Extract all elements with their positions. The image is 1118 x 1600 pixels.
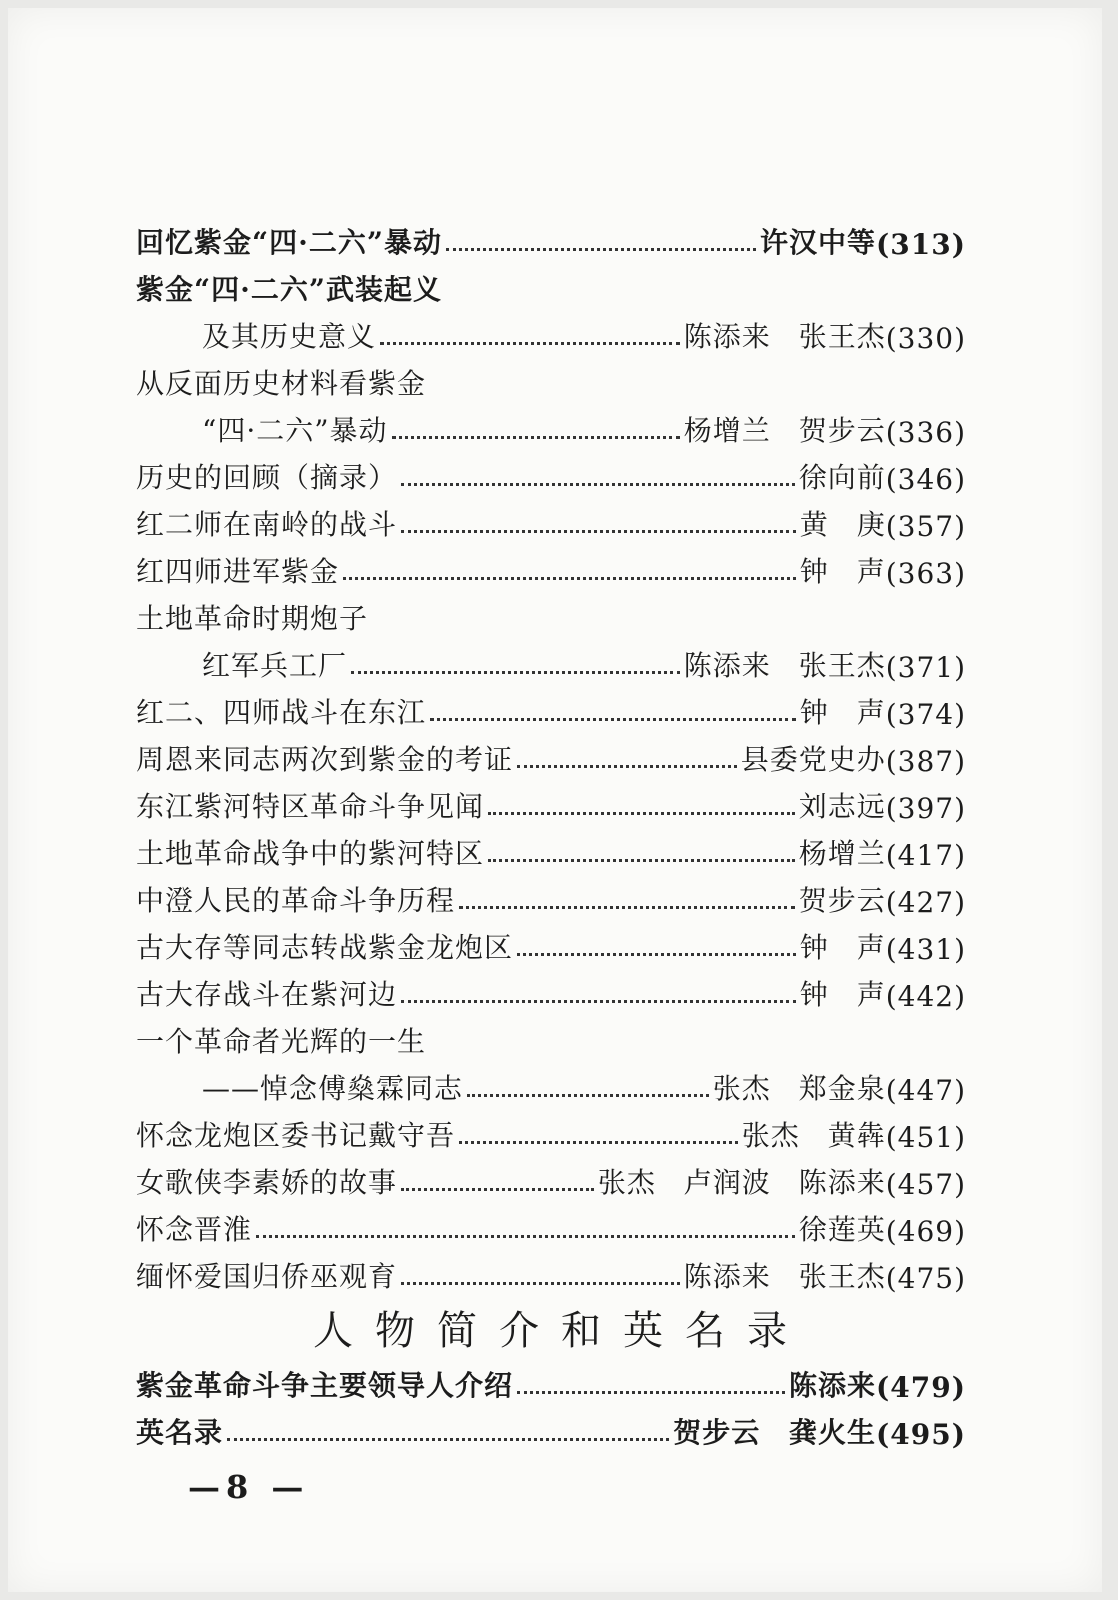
toc-entry	[136, 731, 966, 778]
page-number-footer: —8 —	[188, 1468, 310, 1506]
toc-entry	[136, 214, 966, 261]
toc-entry	[136, 778, 966, 825]
toc-entry-title: 土地革命时期炮子	[136, 602, 369, 635]
toc-entry-page: (469)	[885, 1215, 966, 1248]
toc-entry-title: 及其历史意义	[202, 320, 377, 353]
toc-entry	[136, 966, 966, 1013]
toc-entry	[136, 1154, 966, 1201]
toc-entry-page: (475)	[885, 1262, 966, 1295]
toc-entry	[136, 637, 966, 684]
toc-entry-author: 贺步云	[798, 884, 886, 917]
toc-entry-title: 土地革命战争中的紫河特区	[136, 837, 485, 870]
toc-entry-page: (442)	[885, 980, 966, 1013]
dot-leader	[380, 342, 680, 345]
toc-entry-page: (417)	[885, 839, 966, 872]
toc-entry-author: 刘志远	[798, 790, 886, 823]
toc-entry	[136, 872, 966, 919]
toc-entry-title: 一个革命者光辉的一生	[136, 1025, 427, 1058]
toc-entry-page: (374)	[885, 698, 966, 731]
toc-entry-page: (357)	[885, 510, 966, 543]
toc-entry-title: 紫金“四·二六”武装起义	[136, 273, 442, 306]
dot-leader	[517, 953, 796, 956]
toc-entry-title: 中澄人民的革命斗争历程	[136, 884, 456, 917]
toc-entry-author: 县委党史办	[740, 743, 886, 776]
toc-entry-title: 怀念晋淮	[136, 1213, 253, 1246]
toc-entry	[136, 449, 966, 496]
dot-leader	[446, 248, 756, 251]
toc-entry-title: 历史的回顾（摘录）	[136, 461, 398, 494]
toc-entry	[136, 402, 966, 449]
toc-entry-title: 英名录	[136, 1416, 224, 1449]
toc-entry-page: (427)	[885, 886, 966, 919]
toc-entry-page: (447)	[885, 1074, 966, 1107]
toc-entry-author: 钟 声	[799, 555, 886, 588]
toc-entry	[136, 1404, 966, 1451]
toc-entry-author: 许汉中等	[760, 226, 877, 259]
table-of-contents	[136, 214, 966, 1451]
toc-entry-author: 杨增兰 贺步云	[683, 414, 886, 447]
toc-entry-page: (387)	[885, 745, 966, 778]
toc-entry	[136, 543, 966, 590]
toc-entry-title: 女歌侠李素娇的故事	[136, 1166, 398, 1199]
dot-leader	[401, 1188, 594, 1191]
toc-entry	[136, 1201, 966, 1248]
toc-entry	[136, 1357, 966, 1404]
toc-entry-author: 张杰 卢润波 陈添来	[597, 1166, 886, 1199]
toc-entry-author: 徐向前	[798, 461, 886, 494]
dot-leader	[401, 483, 795, 486]
toc-entry-page: (330)	[885, 322, 966, 355]
dot-leader	[256, 1235, 795, 1238]
toc-entry	[136, 1107, 966, 1154]
toc-entry	[136, 261, 966, 308]
toc-entry	[136, 919, 966, 966]
toc-entry	[136, 1248, 966, 1295]
dot-leader	[392, 436, 680, 439]
toc-entry-title: “四·二六”暴动	[202, 414, 388, 447]
toc-entry-title: 缅怀爱国归侨巫观育	[136, 1260, 398, 1293]
toc-entry-title: 回忆紫金“四·二六”暴动	[136, 226, 442, 259]
dot-leader	[430, 718, 796, 721]
toc-entry	[136, 1013, 966, 1060]
toc-entry-title: 古大存等同志转战紫金龙炮区	[136, 931, 514, 964]
dot-leader	[459, 906, 795, 909]
toc-entry-page: (479)	[876, 1371, 966, 1404]
dot-leader	[467, 1094, 709, 1097]
toc-entry-page: (371)	[885, 651, 966, 684]
toc-entry-author: 钟 声	[799, 978, 886, 1011]
toc-entry-author: 陈添来 张王杰	[683, 649, 886, 682]
toc-entry-title: 怀念龙炮区委书记戴守吾	[136, 1119, 456, 1152]
toc-entry-page: (346)	[885, 463, 966, 496]
toc-list	[136, 214, 966, 1295]
dot-leader	[459, 1141, 738, 1144]
toc-entry-author: 张杰 黄犇	[741, 1119, 886, 1152]
dot-leader	[351, 671, 680, 674]
toc-entry	[136, 684, 966, 731]
toc-entry-title: 从反面历史材料看紫金	[136, 367, 427, 400]
toc-entry-author: 黄 庚	[799, 508, 886, 541]
toc-entry-page: (313)	[876, 228, 966, 261]
toc-entry-author: 陈添来 张王杰	[683, 1260, 886, 1293]
toc-entry-author: 张杰 郑金泉	[712, 1072, 886, 1105]
dot-leader	[488, 859, 795, 862]
dot-leader	[401, 530, 796, 533]
dot-leader	[401, 1000, 796, 1003]
toc-entry	[136, 308, 966, 355]
document-page	[8, 8, 1102, 1592]
toc-entry-page: (336)	[885, 416, 966, 449]
toc-entry-author: 钟 声	[799, 931, 886, 964]
toc-entry-page: (363)	[885, 557, 966, 590]
dot-leader	[517, 765, 737, 768]
toc-entry-title: 红军兵工厂	[202, 649, 348, 682]
toc-entry	[136, 825, 966, 872]
toc-entry-author: 贺步云 龚火生	[673, 1416, 877, 1449]
toc-entry-author: 钟 声	[799, 696, 886, 729]
toc-entry-title: 红四师进军紫金	[136, 555, 340, 588]
toc-entry-page: (495)	[876, 1418, 966, 1451]
toc-entry-title: 紫金革命斗争主要领导人介绍	[136, 1369, 514, 1402]
toc-entry-author: 杨增兰	[798, 837, 886, 870]
section-heading: 人物简介和英名录	[313, 1308, 809, 1354]
dot-leader	[343, 577, 796, 580]
toc-entry-title: 红二师在南岭的战斗	[136, 508, 398, 541]
toc-entry-page: (397)	[885, 792, 966, 825]
toc-entry	[136, 355, 966, 402]
toc-entry-author: 陈添来	[789, 1369, 877, 1402]
toc-entry-title: 周恩来同志两次到紫金的考证	[136, 743, 514, 776]
dot-leader	[488, 812, 795, 815]
dot-leader	[401, 1282, 680, 1285]
toc-entry-title: 东江紫河特区革命斗争见闻	[136, 790, 485, 823]
dot-leader	[227, 1438, 669, 1441]
toc-entry-title: 古大存战斗在紫河边	[136, 978, 398, 1011]
toc-entry	[136, 496, 966, 543]
toc-entry-page: (457)	[885, 1168, 966, 1201]
toc-list-2	[136, 1357, 966, 1451]
toc-entry-page: (451)	[885, 1121, 966, 1154]
toc-entry	[136, 590, 966, 637]
dot-leader	[517, 1391, 785, 1394]
toc-entry-author: 徐莲英	[798, 1213, 886, 1246]
toc-entry-author: 陈添来 张王杰	[683, 320, 886, 353]
toc-entry-title: 红二、四师战斗在东江	[136, 696, 427, 729]
toc-entry-title: ——悼念傅燊霖同志	[202, 1072, 464, 1105]
toc-entry	[136, 1060, 966, 1107]
toc-entry-page: (431)	[885, 933, 966, 966]
